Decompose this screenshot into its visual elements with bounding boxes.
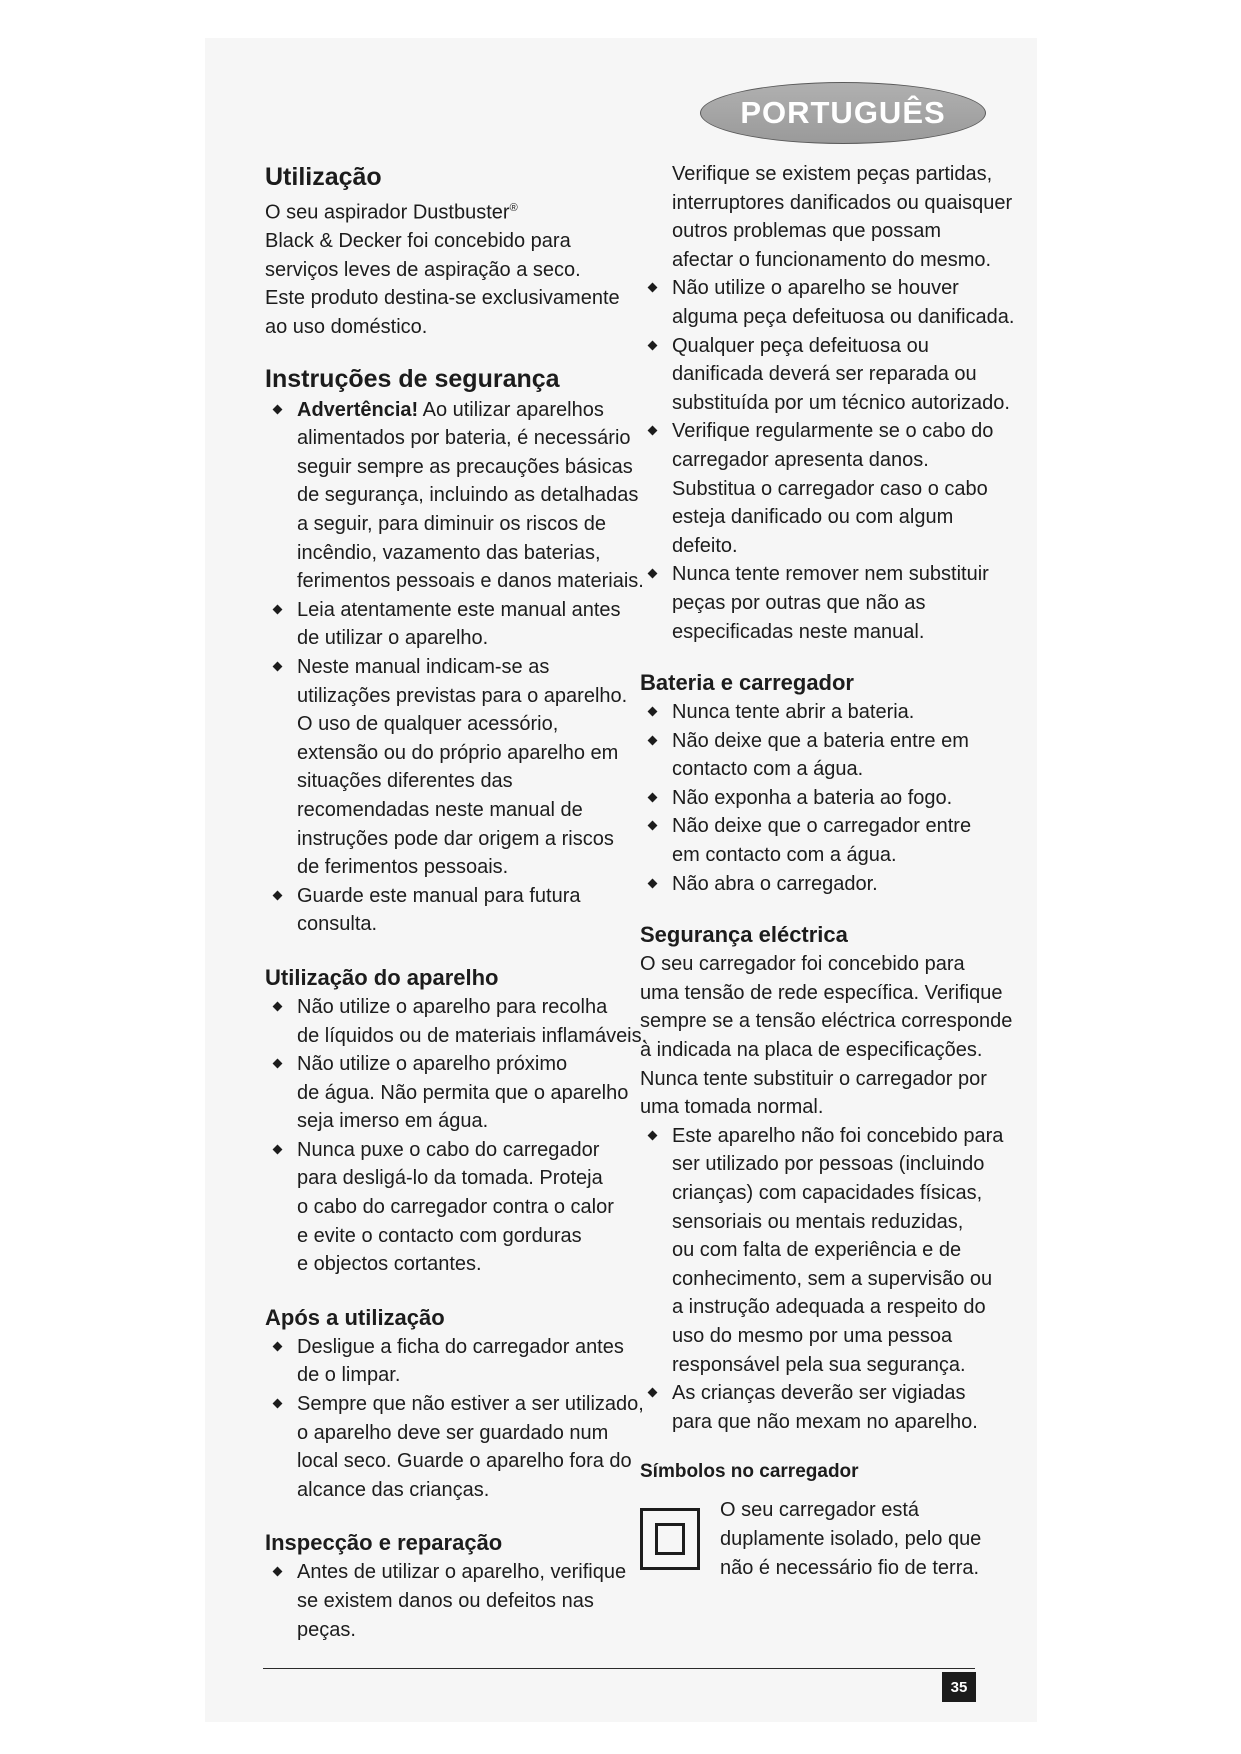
list-item: Não utilize o aparelho próximo de água. Não permita que o aparelho seja imerso em água. — [265, 1050, 635, 1136]
diamond-bullet-icon — [648, 425, 658, 437]
continued-text: Verifique se existem peças partidas, interruptores danificados ou quaisquer outros problemas que possam afectar o funcionamento do mesmo. — [672, 163, 1013, 271]
section-heading-simbolos: Símbolos no carregador — [640, 1461, 859, 1483]
right-column — [640, 160, 1015, 1596]
diamond-bullet-icon — [273, 890, 283, 902]
diamond-bullet-icon — [648, 1387, 658, 1399]
section-heading-inspeccao: Inspecção e reparação — [265, 1530, 503, 1556]
page-number: 35 — [942, 1672, 976, 1702]
diamond-bullet-icon — [273, 604, 283, 616]
diamond-bullet-icon — [273, 1001, 283, 1013]
list-item: Nunca tente abrir a bateria. — [640, 698, 1010, 727]
diamond-bullet-icon — [648, 820, 658, 832]
diamond-bullet-icon — [648, 878, 658, 890]
text-line: uma tensão de rede específica. Verifique — [640, 981, 1003, 1004]
bullet-list-bateria — [640, 698, 1010, 898]
warning-label: Advertência! — [297, 398, 419, 421]
double-insulation-symbol-row — [640, 1496, 1010, 1596]
language-tab: PORTUGUÊS — [700, 82, 986, 144]
list-item: Sempre que não estiver a ser utilizado, o aparelho deve ser guardado num local seco. Guarde o aparelho fora do alcance das crianças. — [265, 1390, 635, 1504]
text-line: O seu aspirador Dustbuster® — [265, 201, 518, 224]
diamond-bullet-icon — [648, 1130, 658, 1142]
list-item: Advertência! Ao utilizar aparelhos alimentados por bateria, é necessário seguir sempre as precauções básicas de segurança, incluindo as detalhadas a seguir, para diminuir os riscos de incêndio, vazamento das baterias, ferimentos pessoais e danos materiais. — [265, 396, 635, 596]
diamond-bullet-icon — [648, 568, 658, 580]
symbol-description: O seu carregador está duplamente isolado, pelo que não é necessário fio de terra. — [720, 1499, 982, 1579]
diamond-bullet-icon — [648, 792, 658, 804]
list-item: Verifique regularmente se o cabo do carregador apresenta danos. Substitua o carregador caso o cabo esteja danificado ou com algum defeito. — [640, 417, 1010, 560]
list-item: Este aparelho não foi concebido para ser utilizado por pessoas (incluindo crianças) com capacidades físicas, sensoriais ou mentais reduzidas, ou com falta de experiência e de conhecimento, sem a supervisão ou a instrução adequada a respeito do uso do mesmo por uma pessoa responsável pela sua segurança. — [640, 1122, 1010, 1379]
diamond-bullet-icon — [273, 1398, 283, 1410]
section-heading-apos: Após a utilização — [265, 1304, 445, 1330]
diamond-bullet-icon — [273, 1566, 283, 1578]
list-item: As crianças deverão ser vigiadas para que não mexam no aparelho. — [640, 1379, 1010, 1436]
section-heading-utilizacao: Utilização — [265, 163, 382, 191]
text-line: sempre se a tensão eléctrica corresponde — [640, 1010, 1013, 1033]
text-line: Black & Decker foi concebido para — [265, 230, 571, 253]
list-item: Não utilize o aparelho se houver alguma peça defeituosa ou danificada. — [640, 274, 1010, 331]
diamond-bullet-icon — [648, 706, 658, 718]
section-heading-electrica: Segurança eléctrica — [640, 922, 848, 948]
left-column — [265, 160, 648, 1644]
section-heading-utilizacao-aparelho: Utilização do aparelho — [265, 964, 499, 990]
list-item: Nunca puxe o cabo do carregador para desligá-lo da tomada. Proteja o cabo do carregador contra o calor e evite o contacto com gorduras e objectos cortantes. — [265, 1136, 635, 1279]
list-item: Desligue a ficha do carregador antes de o limpar. — [265, 1333, 635, 1390]
list-item: Não exponha a bateria ao fogo. — [640, 784, 1010, 813]
list-item: Não deixe que o carregador entre em contacto com a água. — [640, 812, 1010, 869]
section-heading-seguranca: Instruções de segurança — [265, 364, 560, 393]
bullet-list-apos — [265, 1333, 644, 1505]
diamond-bullet-icon — [648, 340, 658, 352]
bullet-list-utilizacao-aparelho — [265, 993, 648, 1279]
list-item: Não utilize o aparelho para recolha de líquidos ou de materiais inflamáveis. — [265, 993, 635, 1050]
text-line: serviços leves de aspiração a seco. — [265, 258, 581, 281]
registered-mark: ® — [509, 202, 518, 214]
footer-divider — [263, 1668, 975, 1669]
bullet-list-electrica — [640, 1122, 1010, 1437]
list-item: Leia atentamente este manual antes de utilizar o aparelho. — [265, 596, 635, 653]
bullet-list-inspeccao — [265, 1558, 635, 1644]
diamond-bullet-icon — [648, 282, 658, 294]
section-heading-bateria: Bateria e carregador — [640, 670, 854, 696]
list-item: Nunca tente remover nem substituir peças por outras que não as especificadas neste manual. — [640, 560, 1010, 646]
list-item: Neste manual indicam-se as utilizações previstas para o aparelho. O uso de qualquer acessório, extensão ou do próprio aparelho em situações diferentes das recomendadas neste manual de instruções pode dar origem a riscos de ferimentos pessoais. — [265, 653, 635, 882]
text-line: Este produto destina-se exclusivamente — [265, 287, 620, 310]
diamond-bullet-icon — [273, 1058, 283, 1070]
diamond-bullet-icon — [273, 1144, 283, 1156]
list-item: Não deixe que a bateria entre em contacto com a água. — [640, 727, 1010, 784]
list-item: Antes de utilizar o aparelho, verifique se existem danos ou defeitos nas peças. — [265, 1558, 635, 1644]
list-item: Qualquer peça defeituosa ou danificada deverá ser reparada ou substituída por um técnico autorizado. — [640, 332, 1010, 418]
double-insulation-icon — [640, 1508, 700, 1570]
text-line: ao uso doméstico. — [265, 316, 428, 339]
list-item: Não abra o carregador. — [640, 870, 1010, 899]
diamond-bullet-icon — [273, 661, 283, 673]
text-line: O seu carregador foi concebido para — [640, 953, 965, 976]
text-line: uma tomada normal. — [640, 1096, 824, 1119]
diamond-bullet-icon — [273, 404, 283, 416]
text-line: Nunca tente substituir o carregador por — [640, 1067, 987, 1090]
bullet-list-inspeccao-cont — [640, 274, 1015, 646]
text-line: à indicada na placa de especificações. — [640, 1039, 983, 1062]
bullet-list-seguranca — [265, 396, 644, 939]
diamond-bullet-icon — [273, 1341, 283, 1353]
diamond-bullet-icon — [648, 735, 658, 747]
list-item: Guarde este manual para futura consulta. — [265, 882, 635, 939]
